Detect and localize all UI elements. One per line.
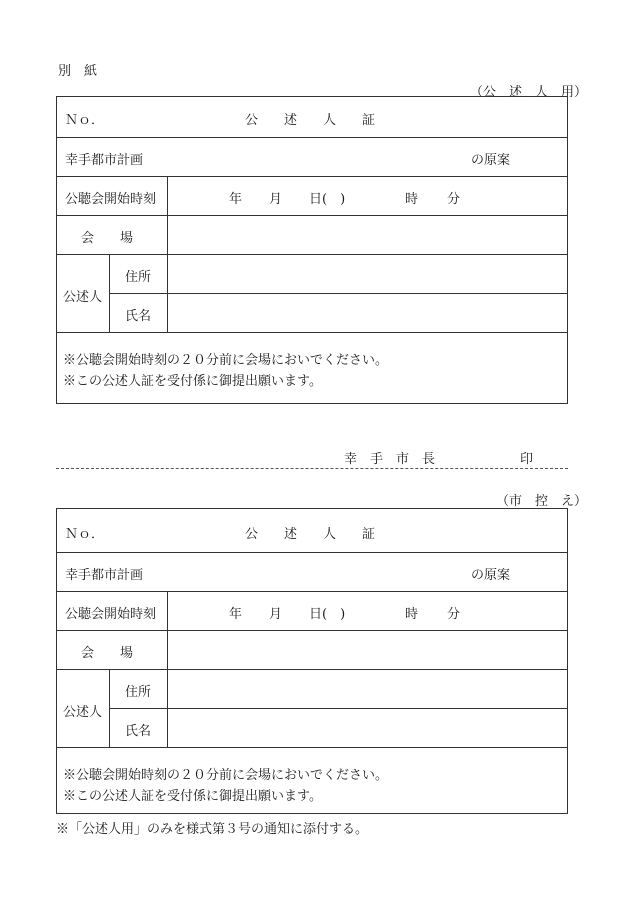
plan-suffix: の原案 <box>471 568 511 583</box>
number-label: Ｎｏ． <box>65 113 105 128</box>
venue-label: 会 場 <box>81 646 134 661</box>
note-submit: ※この公述人証を受付係に御提出願います。 <box>63 789 322 804</box>
footer-note: ※「公述人用」のみを様式第３号の通知に添付する。 <box>56 822 369 837</box>
note-submit: ※この公述人証を受付係に御提出願います。 <box>63 374 322 389</box>
name-label: 氏名 <box>125 309 152 324</box>
attachment-label: 別 紙 <box>58 64 98 79</box>
time-hour: 時 <box>405 607 419 622</box>
venue-label: 会 場 <box>81 231 134 246</box>
time-minute: 分 <box>447 607 461 622</box>
plan-label: 幸手都市計画 <box>65 568 144 583</box>
time-hour: 時 <box>405 192 419 207</box>
time-day: 日( ) <box>309 192 346 207</box>
time-month: 月 <box>269 192 283 207</box>
speaker-certificate-form <box>56 96 568 404</box>
form-title: 公 述 人 証 <box>245 527 376 542</box>
mayor-label: 幸 手 市 長 <box>344 452 436 467</box>
address-label: 住所 <box>125 270 152 285</box>
start-time-label: 公聴会開始時刻 <box>65 607 157 622</box>
speaker-label: 公述人 <box>63 705 103 720</box>
copy-label-speaker: （公 述 人 用） <box>470 85 588 100</box>
note-arrival: ※公聴会開始時刻の２０分前に会場においでください。 <box>63 768 389 783</box>
number-label: Ｎｏ． <box>65 527 105 542</box>
name-label: 氏名 <box>125 724 152 739</box>
time-month: 月 <box>269 607 283 622</box>
city-copy-form <box>56 508 568 814</box>
copy-label-city: （市 控 え） <box>496 494 588 509</box>
speaker-label: 公述人 <box>63 290 103 305</box>
seal-label: 印 <box>520 452 534 467</box>
time-year: 年 <box>229 607 243 622</box>
cut-line <box>56 468 568 469</box>
time-year: 年 <box>229 192 243 207</box>
start-time-label: 公聴会開始時刻 <box>65 192 157 207</box>
time-day: 日( ) <box>309 607 346 622</box>
form-title: 公 述 人 証 <box>245 113 376 128</box>
plan-suffix: の原案 <box>471 153 511 168</box>
time-minute: 分 <box>447 192 461 207</box>
note-arrival: ※公聴会開始時刻の２０分前に会場においでください。 <box>63 353 389 368</box>
address-label: 住所 <box>125 685 152 700</box>
plan-label: 幸手都市計画 <box>65 153 144 168</box>
